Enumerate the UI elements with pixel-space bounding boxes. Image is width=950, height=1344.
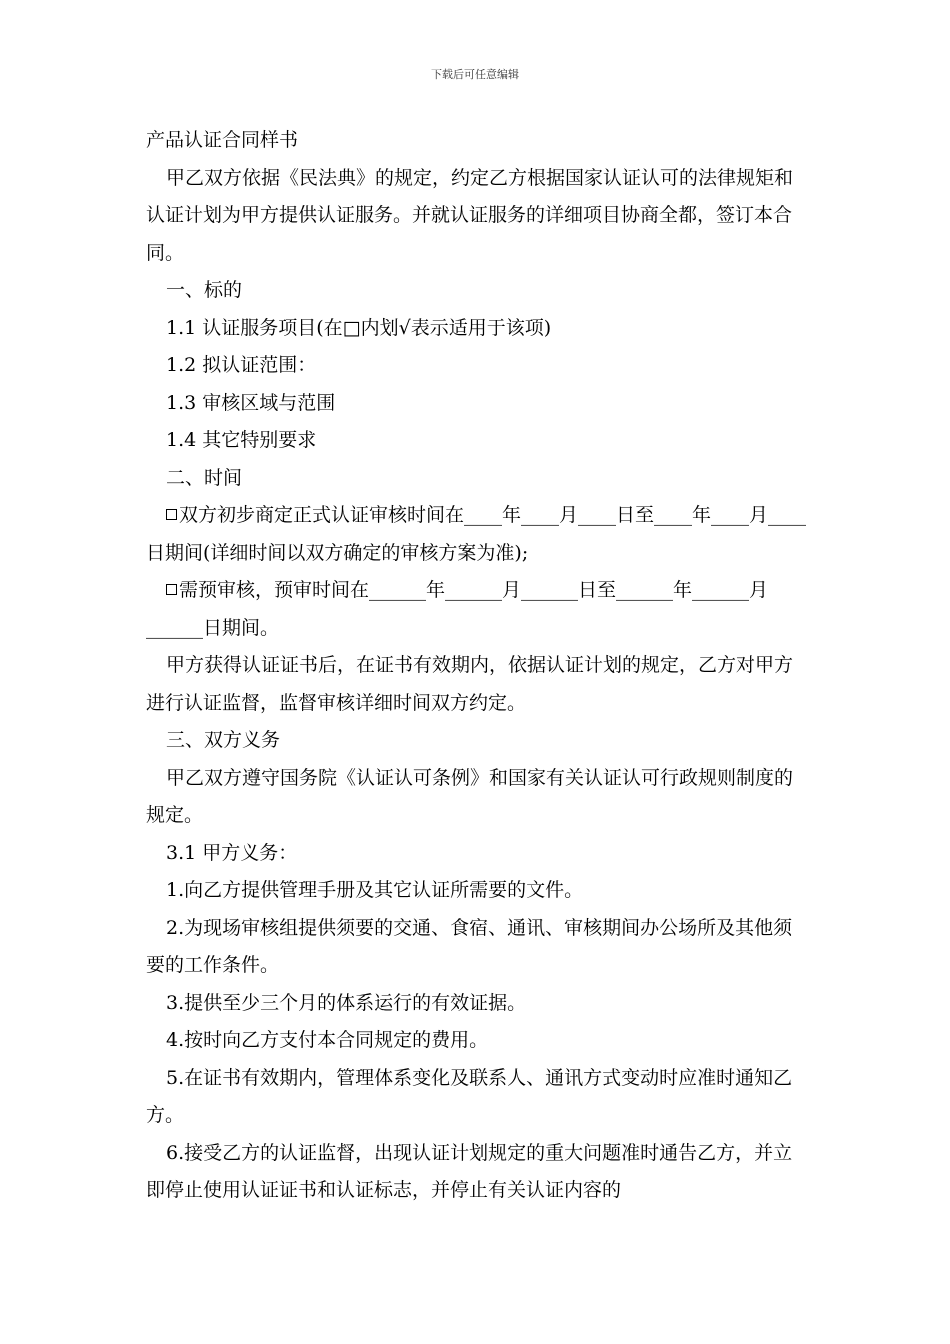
item-1-4: 1.4 其它特别要求	[166, 429, 317, 451]
checkbox-icon	[166, 584, 177, 595]
item-1-1: 1.1 认证服务项目(在□内划√表示适用于该项)	[166, 316, 552, 339]
item-1-2: 1.2 拟认证范围：	[166, 354, 317, 376]
item-3-1: 3.1 甲方义务：	[166, 841, 298, 864]
section-heading-2: 二、时间	[166, 466, 243, 489]
duty-1: 1.向乙方提供管理手册及其它认证所需要的文件。	[166, 879, 584, 901]
obligations-intro: 甲乙双方遵守国务院《认证认可条例》和国家有关认证认可行政规则制度的规定。	[146, 766, 794, 826]
page-header: 下载后可任意编辑	[431, 68, 519, 81]
time-option-2-text: 需预审核，预审时间在______年______月______日至______年______月______日期间。	[146, 579, 769, 639]
section-heading-3: 三、双方义务	[166, 729, 281, 751]
time-option-1-text: 双方初步商定正式认证审核时间在____年____月____日至____年____月____日期间(详细时间以双方确定的审核方案为准);	[146, 504, 807, 564]
section-heading-1: 一、标的	[166, 279, 243, 301]
time-option-2	[146, 572, 811, 647]
duty-6: 6.接受乙方的认证监督，出现认证计划规定的重大问题准时通告乙方，并立即停止使用认证证书和认证标志，并停止有关认证内容的	[146, 1141, 793, 1201]
duty-2: 2.为现场审核组提供须要的交通、食宿、通讯、审核期间办公场所及其他须要的工作条件。	[146, 916, 793, 976]
item-1-3: 1.3 审核区域与范围	[166, 391, 336, 414]
time-paragraph: 甲方获得认证证书后，在证书有效期内，依据认证计划的规定，乙方对甲方进行认证监督，监督审核详细时间双方约定。	[146, 654, 794, 714]
duty-5: 5.在证书有效期内，管理体系变化及联系人、通讯方式变动时应准时通知乙方。	[146, 1066, 793, 1126]
intro-paragraph: 甲乙双方依据《民法典》的规定，约定乙方根据国家认证认可的法律规矩和认证计划为甲方提供认证服务。并就认证服务的详细项目协商全都，签订本合同。	[146, 166, 794, 264]
document-title: 产品认证合同样书	[146, 129, 299, 151]
time-option-1	[146, 497, 811, 572]
duty-4: 4.按时向乙方支付本合同规定的费用。	[166, 1029, 489, 1051]
duty-3: 3.提供至少三个月的体系运行的有效证据。	[166, 991, 527, 1014]
document-body	[146, 122, 811, 1210]
checkbox-icon	[166, 509, 177, 520]
